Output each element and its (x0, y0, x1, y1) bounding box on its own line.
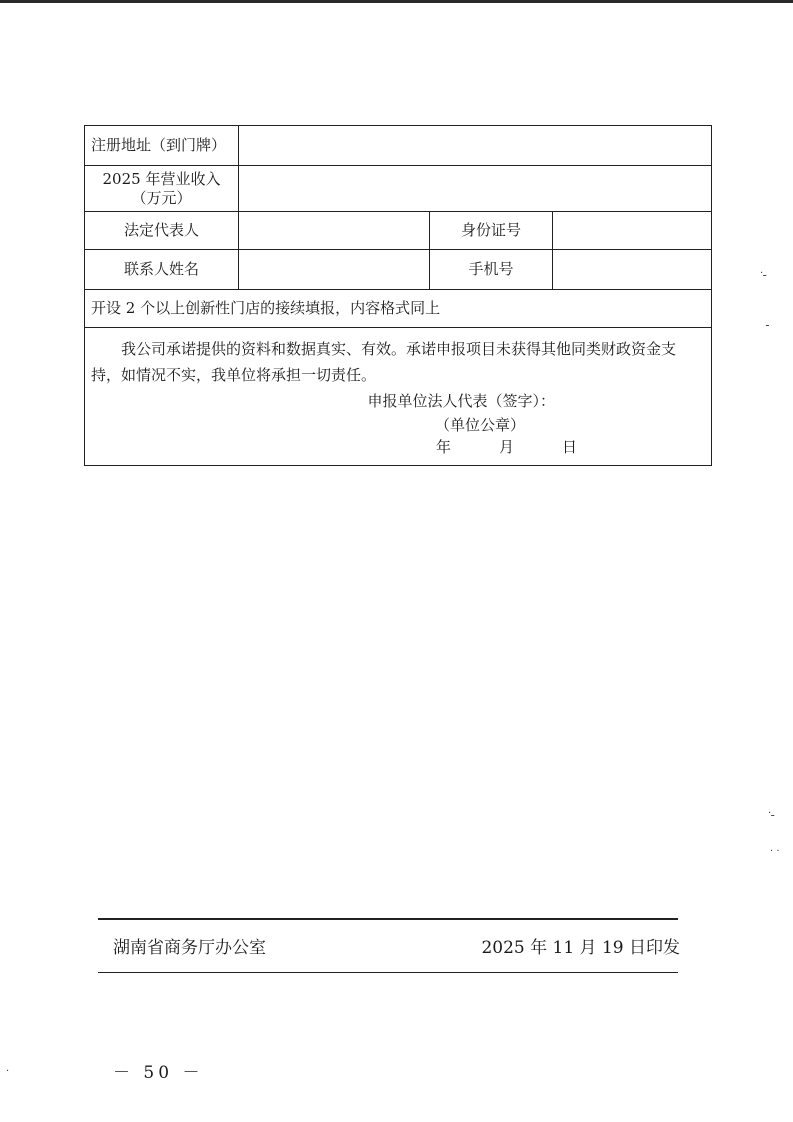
date-year: 年 (435, 438, 451, 456)
date-day: 日 (562, 438, 578, 456)
address-field[interactable] (239, 126, 712, 166)
scan-mark: ·ـ (768, 808, 775, 819)
date-line (91, 436, 705, 458)
pledge-cell (85, 328, 712, 466)
continuation-note: 开设 2 个以上创新性门店的接续填报，内容格式同上 (85, 290, 712, 328)
address-row (85, 126, 712, 166)
issuer-name: 湖南省商务厅办公室 (113, 938, 266, 958)
legal-rep-field[interactable] (239, 212, 430, 250)
legal-rep-label: 法定代表人 (85, 212, 239, 250)
application-form-table (84, 125, 712, 466)
revenue-row (85, 166, 712, 212)
phone-field[interactable] (553, 250, 712, 290)
pledge-row (85, 328, 712, 466)
id-number-field[interactable] (553, 212, 712, 250)
contact-name-field[interactable] (239, 250, 430, 290)
legal-rep-row (85, 212, 712, 250)
scan-mark: · · (770, 846, 780, 857)
top-border-line (0, 0, 793, 3)
revenue-label (85, 166, 239, 212)
footer-top-rule (98, 918, 678, 920)
date-month: 月 (498, 438, 514, 456)
footer-bottom-rule (98, 972, 678, 973)
revenue-label-line1: 2025 年营业收入 (102, 169, 221, 188)
revenue-field[interactable] (239, 166, 712, 212)
scan-mark: ·ـ (760, 268, 767, 279)
pledge-statement: 我公司承诺提供的资料和数据真实、有效。承诺申报项目未获得其他同类财政资金支持，如情况不实，我单位将承担一切责任。 (91, 340, 677, 384)
note-row (85, 290, 712, 328)
revenue-label-line2: （万元） (131, 188, 192, 207)
id-number-label: 身份证号 (430, 212, 553, 250)
signature-label: 申报单位法人代表（签字）： (367, 392, 556, 410)
contact-row (85, 250, 712, 290)
page-number: － 50 － (113, 1063, 204, 1083)
address-label: 注册地址（到门牌） (85, 126, 239, 166)
seal-label: （单位公章） (435, 416, 526, 434)
phone-label: 手机号 (430, 250, 553, 290)
contact-name-label: 联系人姓名 (85, 250, 239, 290)
scan-mark: · (6, 1066, 10, 1077)
issue-date: 2025 年 11 月 19 日印发 (481, 938, 680, 958)
scan-mark: ـ (766, 318, 769, 329)
